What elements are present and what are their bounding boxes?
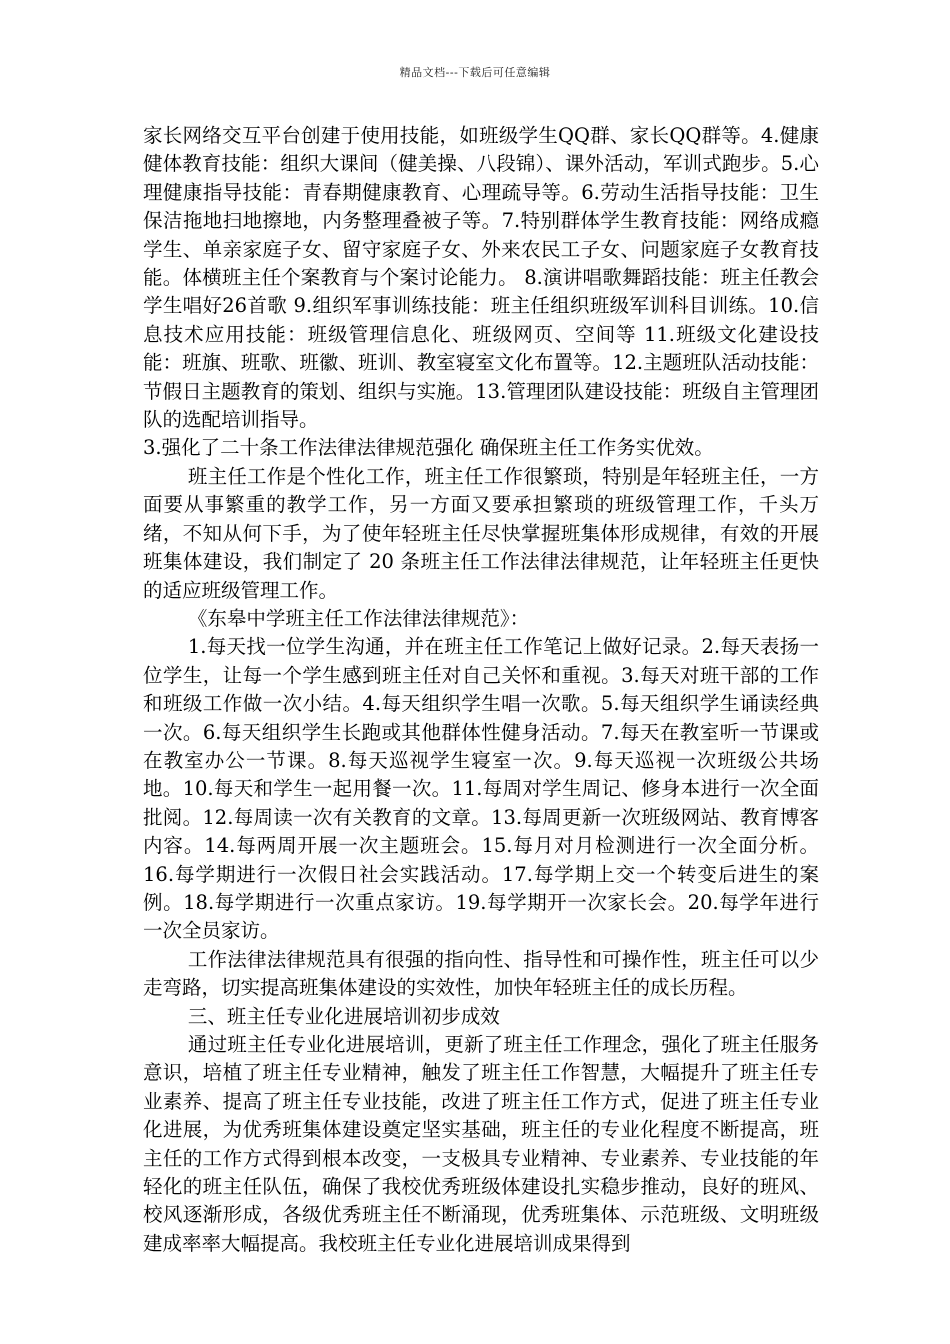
section-heading-results: 三、班主任专业化进展培训初步成效 bbox=[187, 1004, 500, 1028]
paragraph-section-3: 3.强化了二十条工作法律法律规范强化 确保班主任工作务实优效。 bbox=[143, 436, 714, 460]
paragraph-rules-title: 《东皋中学班主任工作法律法律规范》： bbox=[187, 606, 530, 630]
paragraph-results: 通过班主任专业化进展培训，更新了班主任工作理念，强化了班主任服务意识，培植了班主任专业精神，触发了班主任工作智慧，大幅提升了班主任专业素养、提高了班主任专业技能，改进了班主任工作方式，促进了班主任专业化进展，为优秀班集体建设奠定坚实基础，班主任的专业化程度不断提高，班主任的工作方式得到根本改变，一支极具专业精神、专业素养、专业技能的年轻化的班主任队伍，确保了我校优秀班级体建设扎实稳步推动，良好的班风、校风逐渐形成，各级优秀班主任不断涌现，优秀班集体、示范班级、文明班级建成率率大幅提高。我校班主任专业化进展培训成果得到 bbox=[143, 1033, 819, 1255]
paragraph-intro: 班主任工作是个性化工作，班主任工作很繁琐，特别是年轻班主任，一方面要从事繁重的教学工作，另一方面又要承担繁琐的班级管理工作，千头万绪，不知从何下手，为了使年轻班主任尽快掌握班集体形成规律，有效的开展班集体建设，我们制定了 20 条班主任工作法律法律规范，让年轻班主任更快的适应班级管理工作。 bbox=[143, 464, 819, 602]
paragraph-rules-list: 1.每天找一位学生沟通，并在班主任工作笔记上做好记录。2.每天表扬一位学生，让每一个学生感到班主任对自己关怀和重视。3.每天对班干部的工作和班级工作做一次小结。4.每天组织学生唱一次歌。5.每天组织学生诵读经典一次。6.每天组织学生长跑或其他群体性健身活动。7.每天在教室听一节课或在教室办公一节课。8.每天巡视学生寝室一次。9.每天巡视一次班级公共场地。10.每天和学生一起用餐一次。11.每周对学生周记、修身本进行一次全面批阅。12.每周读一次有关教育的文章。13.每周更新一次班级网站、教育博客内容。14.每两周开展一次主题班会。15.每月对月检测进行一次全面分析。16.每学期进行一次假日社会实践活动。17.每学期上交一个转变后进生的案例。18.每学期进行一次重点家访。19.每学期开一次家长会。20.每学年进行一次全员家访。 bbox=[143, 635, 819, 943]
paragraph-skills-list: 家长网络交互平台创建于使用技能，如班级学生QQ群、家长QQ群等。4.健康健体教育技能：组织大课间（健美操、八段锦）、课外活动，军训式跑步。5.心理健康指导技能：青春期健康教育、心理疏导等。6.劳动生活指导技能：卫生保洁拖地扫地擦地，内务整理叠被子等。7.特别群体学生教育技能：网络成瘾学生、单亲家庭子女、留守家庭子女、外来农民工子女、问题家庭子女教育技能。体横班主任个案教育与个案讨论能力。 8.演讲唱歌舞蹈技能：班主任教会学生唱好26首歌 9.组织军事训练技能：班主任组织班级军训科目训练。10.信息技术应用技能：班级管理信息化、班级网页、空间等 11.班级文化建设技能：班旗、班歌、班徽、班训、教室寝室文化布置等。12.主题班队活动技能：节假日主题教育的策划、组织与实施。13.管理团队建设技能：班级自主管理团队的选配培训指导。 bbox=[143, 124, 819, 432]
paragraph-rules-summary: 工作法律法律规范具有很强的指向性、指导性和可操作性，班主任可以少走弯路，切实提高班集体建设的实效性，加快年轻班主任的成长历程。 bbox=[143, 947, 819, 1000]
document-body bbox=[143, 122, 819, 1258]
page-header: 精品文档---下载后可任意编辑 bbox=[399, 66, 551, 79]
